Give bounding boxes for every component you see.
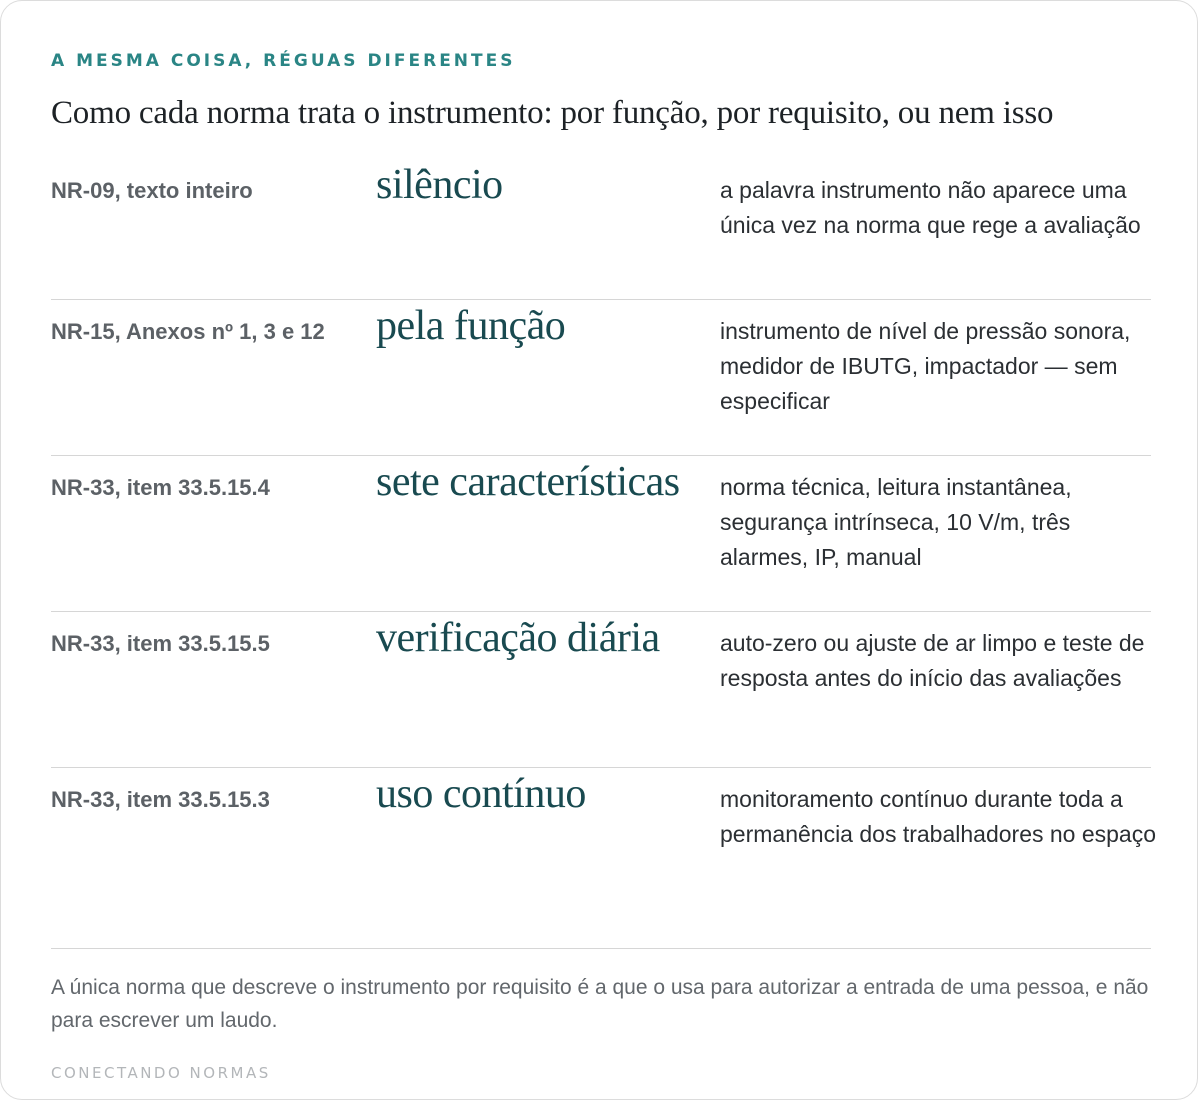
page-title: Como cada norma trata o instrumento: por função, por requisito, ou nem isso [51,95,1054,131]
list-item-nr15 [51,300,1151,456]
norm-reference: NR-33, item 33.5.15.4 [51,475,270,500]
norm-term: silêncio [376,162,503,208]
norm-term: uso contínuo [376,771,586,817]
norm-term: verificação diária [376,615,660,661]
norm-description: norma técnica, leitura instantânea, segurança intrínseca, 10 V/m, três alarmes, IP, manual [720,474,1072,570]
norm-reference: NR-09, texto inteiro [51,178,253,203]
list-item-nr33-4 [51,456,1151,612]
summary-note: A única norma que descreve o instrumento por requisito é a que o usa para autorizar a entrada de uma pessoa, e não para escrever um laudo. [51,976,1149,1032]
norm-description: auto-zero ou ajuste de ar limpo e teste de resposta antes do início das avaliações [720,630,1145,691]
norm-description: a palavra instrumento não aparece uma única vez na norma que rege a avaliação [720,177,1141,238]
list-item-nr33-3 [51,768,1157,949]
norm-comparison-list [51,159,1157,949]
section-kicker: A MESMA COISA, RÉGUAS DIFERENTES [51,51,516,71]
norm-description: monitoramento contínuo durante toda a permanência dos trabalhadores no espaço [720,786,1157,847]
norm-term: sete características [376,459,680,505]
norm-term: pela função [376,303,566,349]
norm-reference: NR-33, item 33.5.15.5 [51,631,270,656]
norm-reference: NR-33, item 33.5.15.3 [51,787,270,812]
list-item-nr09 [51,159,1151,300]
list-item-nr33-5 [51,612,1151,768]
norm-reference: NR-15, Anexos nº 1, 3 e 12 [51,319,325,344]
footer-brand: CONECTANDO NORMAS [51,1064,271,1082]
norm-description: instrumento de nível de pressão sonora, medidor de IBUTG, impactador — sem especificar [720,318,1131,414]
